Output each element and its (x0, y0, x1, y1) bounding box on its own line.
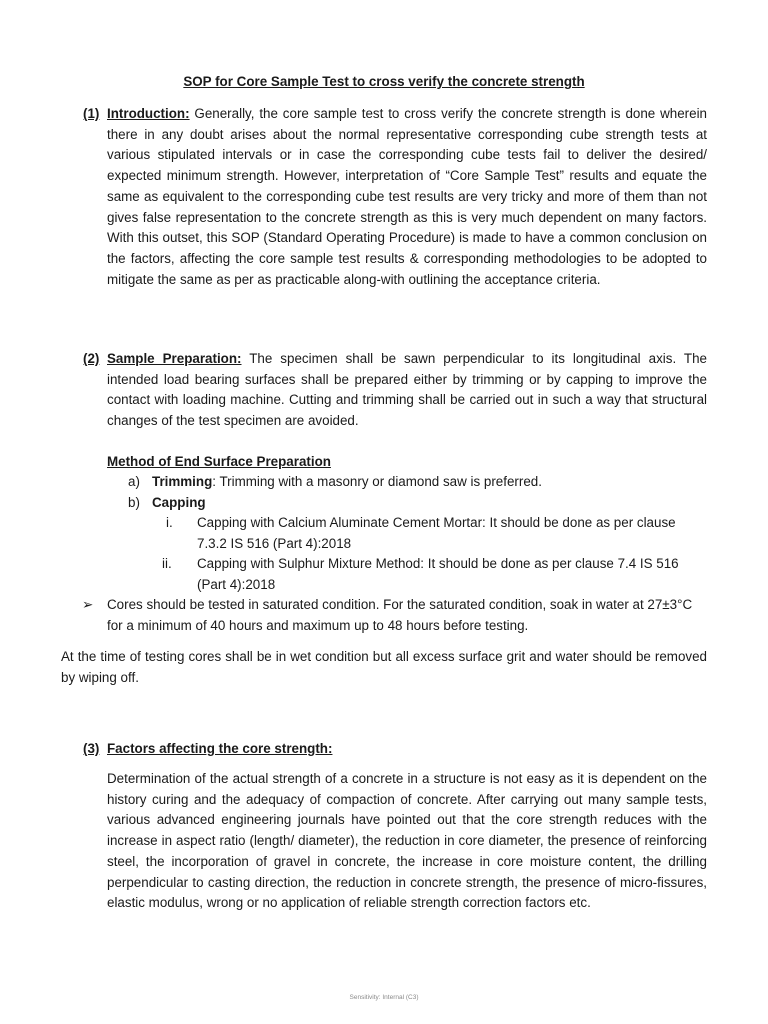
section-2-text: The specimen shall be sawn perpendicular to its longitudinal axis. The intended load bearing surfaces shall be prepared either by trimming or by capping to improve the contact with loading machine. Cutting and trimming shall be carried out in such a way that structural changes of the test specimen are avoided. (107, 351, 707, 429)
method-heading: Method of End Surface Preparation (107, 454, 331, 469)
item-b-marker: b) (128, 495, 140, 510)
section-1-text: Generally, the core sample test to cross verify the concrete strength is done wherein there in any doubt arises about the normal representative corresponding cube strength tests at various stipulated intervals or in case the corresponding cube tests fail to deliver the desired/ expected minimum strength. However, interpretation of “Core Sample Test” results and equate the same as equivalent to the corresponding cube test results are very tricky and more of them than not gives false representation to the concrete strength as this is very much dependent on many factors. With this outset, this SOP (Standard Operating Procedure) is made to have a common conclusion on the factors, affecting the core sample test results & corresponding methodologies to be adopted to mitigate the same as per as practicable along-with outlining the acceptance criteria. (107, 106, 707, 287)
item-a-bold: Trimming (152, 474, 213, 489)
saturation-bullet-text: Cores should be tested in saturated condition. For the saturated condition, soak in water at 27±3°C for a minimum of 40 hours and maximum up to 48 hours before testing. (107, 597, 693, 633)
document-title: SOP for Core Sample Test to cross verify the concrete strength (183, 74, 585, 89)
sub-ii-text: Capping with Sulphur Mixture Method: It should be done as per clause 7.4 IS 516 (Part 4):2018 (197, 556, 679, 592)
sub-i-marker: i. (166, 515, 173, 530)
section-3-heading: Factors affecting the core strength: (107, 741, 333, 756)
section-3-number: (3) (83, 741, 100, 756)
section-1-heading: Introduction: (107, 106, 190, 121)
testing-note: At the time of testing cores shall be in wet condition but all excess surface grit and water should be removed by wiping off. (61, 649, 707, 685)
item-a-marker: a) (128, 474, 140, 489)
item-a (152, 472, 707, 493)
section-1-paragraph (107, 104, 707, 290)
sub-ii-marker: ii. (162, 556, 172, 571)
section-3-text: Determination of the actual strength of a concrete in a structure is not easy as it is dependent on the history curing and the adequacy of compaction of concrete. After carrying out many sample tests, various advanced engineering journals have pointed out that the core strength reduces with the increase in aspect ratio (length/ diameter), the reduction in core diameter, the presence of reinforcing steel, the incorporation of gravel in concrete, the increase in core moisture content, the drilling perpendicular to casting direction, the reduction in concrete strength, the presence of micro-fissures, elastic modulus, wrong or no application of reliable strength correction factors etc. (107, 771, 707, 911)
section-2-number: (2) (83, 351, 100, 366)
section-2-heading: Sample Preparation: (107, 351, 242, 366)
sensitivity-footer: Sensitivity: Internal (C3) (349, 994, 419, 1001)
sub-i-text: Capping with Calcium Aluminate Cement Mortar: It should be done as per clause 7.3.2 IS 516 (Part 4):2018 (197, 515, 676, 551)
arrow-bullet-icon: ➢ (82, 597, 94, 612)
item-a-text: : Trimming with a masonry or diamond saw is preferred. (212, 474, 542, 489)
section-1-number: (1) (83, 106, 100, 121)
section-2-paragraph (107, 349, 707, 432)
item-b-bold: Capping (152, 495, 206, 510)
